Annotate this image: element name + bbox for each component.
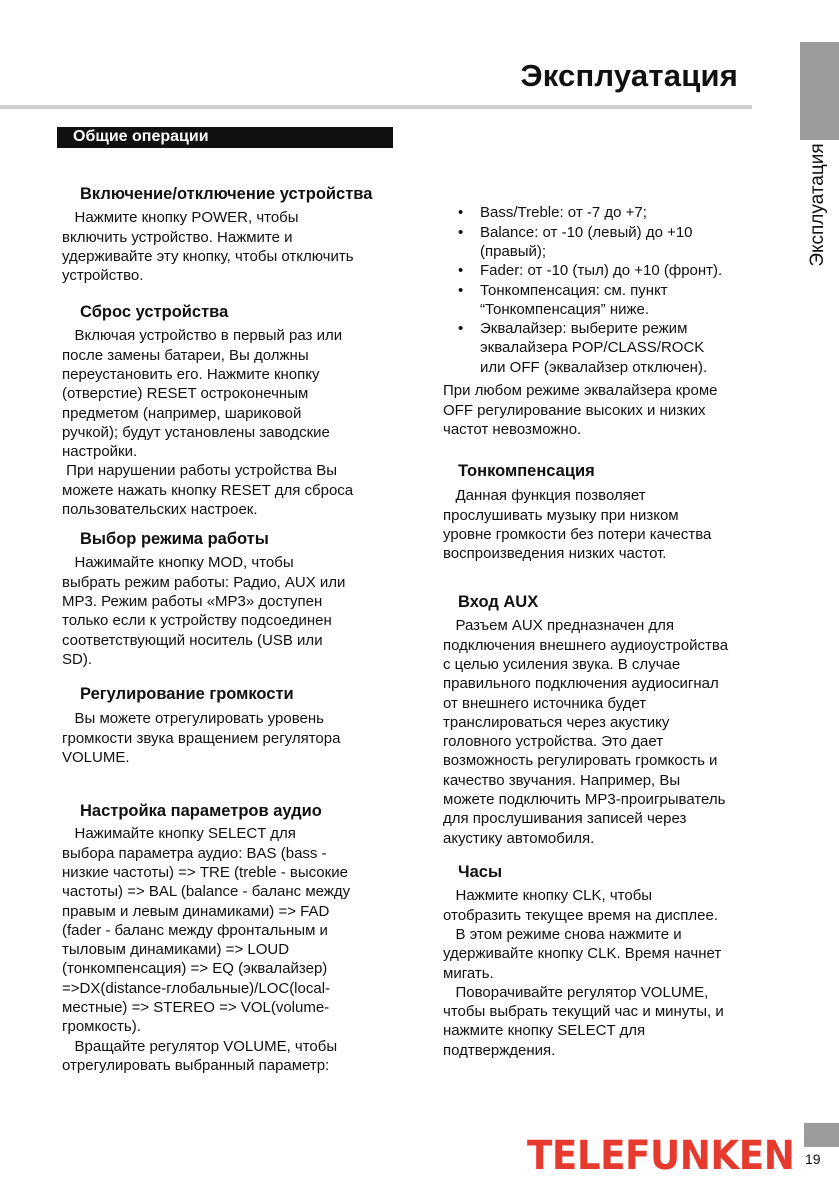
body-text-line: с целью усиления звука. В случае — [443, 655, 681, 673]
bullet-text-line: “Тонкомпенсация” ниже. — [480, 300, 650, 318]
body-text-line: правым и левым динамиками) => FAD — [62, 902, 330, 920]
body-text-line: MP3. Режим работы «MP3» доступен — [62, 592, 323, 610]
section-heading: Часы — [458, 863, 503, 881]
bullet-text-line: Bass/Treble: от -7 до +7; — [480, 204, 647, 222]
body-text-line: Вращайте регулятор VOLUME, чтобы — [62, 1037, 338, 1055]
body-text-line: только если к устройству подсоединен — [62, 612, 332, 630]
body-text-line: нажмите кнопку SELECT для — [443, 1022, 646, 1040]
section-bar-title: Общие операции — [73, 128, 209, 145]
body-text-line: Вы можете отрегулировать уровень — [62, 710, 324, 728]
body-text-line: отобразить текущее время на дисплее. — [443, 906, 718, 924]
body-text-line: (fader - баланс между фронтальным и — [62, 921, 328, 939]
body-text-line: низкие частоты) => TRE (treble - высокие — [62, 863, 348, 881]
section-heading: Выбор режима работы — [80, 530, 269, 548]
bullet-icon: • — [458, 204, 464, 222]
body-text-line: отрегулировать выбранный параметр: — [62, 1056, 330, 1074]
body-text-line: головного устройства. Это дает — [443, 733, 664, 751]
body-text-line: выбора параметра аудио: BAS (bass - — [62, 844, 327, 862]
page-number: 19 — [805, 1151, 821, 1167]
side-tab-label: Эксплуатация — [807, 143, 828, 267]
bullet-text-line: Fader: от -10 (тыл) до +10 (фронт). — [480, 262, 723, 280]
header-divider — [0, 105, 752, 109]
body-text-line: мигать. — [443, 964, 494, 982]
brand-logo: TELEFUNKEN — [527, 1133, 795, 1179]
body-text-line: выбрать режим работы: Радио, AUX или — [62, 573, 346, 591]
body-text-line: для прослушивания записей через — [443, 810, 687, 828]
body-text-line: В этом режиме снова нажмите и — [443, 925, 682, 943]
body-text-line: частот невозможно. — [443, 420, 582, 438]
body-text-line: возможность регулировать громкость и — [443, 752, 718, 770]
body-text-line: предметом (например, шариковой — [62, 404, 302, 422]
bullet-text-line: эквалайзера POP/CLASS/ROCK — [480, 339, 705, 357]
body-text-line: Данная функция позволяет — [443, 487, 646, 505]
section-heading: Тонкомпенсация — [458, 462, 595, 480]
body-text-line: Поворачивайте регулятор VOLUME, — [443, 983, 709, 1001]
body-text-line: воспроизведения низких частот. — [443, 545, 667, 563]
bullet-icon: • — [458, 320, 464, 338]
body-text-line: удерживайте кнопку CLK. Время начнет — [443, 945, 722, 963]
body-text-line: прослушивать музыку при низком — [443, 506, 679, 524]
section-heading: Включение/отключение устройства — [80, 185, 373, 203]
body-text-line: При нарушении работы устройства Вы — [62, 462, 338, 480]
bullet-icon: • — [458, 262, 464, 280]
body-text-line: SD). — [62, 650, 92, 668]
body-text-line: Включая устройство в первый раз или — [62, 327, 343, 345]
body-text-line: тыловым динамиками) => LOUD — [62, 941, 290, 959]
bullet-icon: • — [458, 281, 464, 299]
body-text-line: частоты) => BAL (balance - баланс между — [62, 883, 351, 901]
body-text-line: ручкой); будут установлены заводские — [62, 423, 330, 441]
body-text-line: подключения внешнего аудиоустройства — [443, 636, 729, 654]
body-text-line: VOLUME. — [62, 748, 130, 766]
body-text-line: При любом режиме эквалайзера кроме — [443, 382, 718, 400]
bullet-text-line: (правый); — [480, 242, 547, 260]
body-text-line: (отверстие) RESET остроконечным — [62, 385, 309, 403]
section-bar — [57, 127, 393, 148]
bullet-text-line: Тонкомпенсация: см. пункт — [480, 281, 668, 299]
section-heading: Настройка параметров аудио — [80, 802, 322, 820]
page-number-box — [804, 1123, 839, 1147]
body-text-line: включить устройство. Нажмите и — [62, 228, 293, 246]
body-text-line: можете нажать кнопку RESET для сброса — [62, 481, 354, 499]
section-heading: Вход AUX — [458, 593, 539, 611]
body-text-line: качество звучания. Например, Вы — [443, 771, 681, 789]
side-tab — [800, 42, 839, 140]
bullet-icon: • — [458, 223, 464, 241]
body-text-line: громкость). — [62, 1018, 141, 1036]
body-text-line: уровне громкости без потери качества — [443, 525, 712, 543]
body-text-line: =>DX(distance-глобальные)/LOC(local- — [62, 979, 331, 997]
body-text-line: от внешнего источника будет — [443, 694, 647, 712]
body-text-line: пользовательских настроек. — [62, 501, 258, 519]
section-heading: Сброс устройства — [80, 303, 229, 321]
body-text-line: переустановить его. Нажмите кнопку — [62, 365, 320, 383]
body-text-line: Нажимайте кнопку MOD, чтобы — [62, 554, 294, 572]
bullet-text-line: или OFF (эквалайзер отключен). — [480, 358, 708, 376]
body-text-line: транслироваться через акустику — [443, 713, 670, 731]
body-text-line: чтобы выбрать текущий час и минуты, и — [443, 1003, 724, 1021]
body-text-line: после замены батареи, Вы должны — [62, 346, 309, 364]
body-text-line: Нажмите кнопку CLK, чтобы — [443, 887, 653, 905]
body-text-line: акустику автомобиля. — [443, 829, 595, 847]
body-text-line: (тонкомпенсация) => EQ (эквалайзер) — [62, 960, 328, 978]
body-text-line: правильного подключения аудиосигнал — [443, 675, 719, 693]
body-text-line: подтверждения. — [443, 1041, 556, 1059]
body-text-line: Разъем AUX предназначен для — [443, 617, 675, 635]
body-text-line: Нажимайте кнопку SELECT для — [62, 825, 296, 843]
body-text-line: устройство. — [62, 267, 144, 285]
body-text-line: местные) => STEREO => VOL(volume- — [62, 999, 330, 1017]
body-text-line: настройки. — [62, 443, 138, 461]
bullet-text-line: Balance: от -10 (левый) до +10 — [480, 223, 693, 241]
bullet-text-line: Эквалайзер: выберите режим — [480, 320, 688, 338]
body-text-line: OFF регулирование высоких и низких — [443, 401, 706, 419]
body-text-line: соответствующий носитель (USB или — [62, 631, 323, 649]
page-title: Эксплуатация — [520, 58, 738, 93]
body-text-line: громкости звука вращением регулятора — [62, 729, 341, 747]
section-heading: Регулирование громкости — [80, 685, 294, 703]
body-text-line: удерживайте эту кнопку, чтобы отключить — [62, 247, 354, 265]
body-text-line: можете подключить MP3-проигрыватель — [443, 791, 726, 809]
body-text-line: Нажмите кнопку POWER, чтобы — [62, 209, 299, 227]
